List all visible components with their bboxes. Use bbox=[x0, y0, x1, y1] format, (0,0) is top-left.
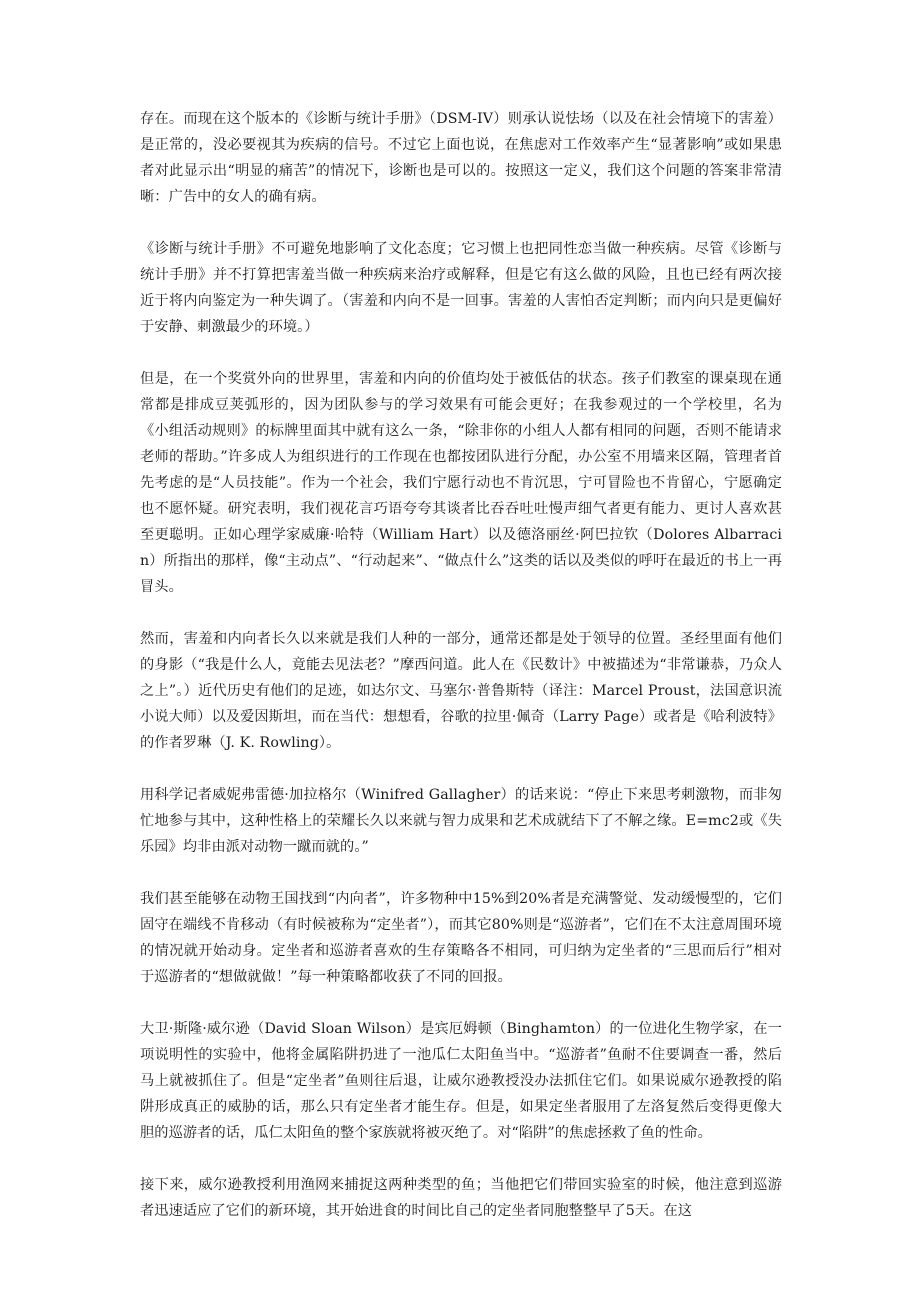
paragraph-7: 大卫·斯隆·威尔逊（David Sloan Wilson）是宾厄姆顿（Binghamton）的一位进化生物学家，在一项说明性的实验中，他将金属陷阱扔进了一池瓜仁太阳鱼当中。“巡游者”鱼耐不住要调查一番，然后马上就被抓住了。但是“定坐者”鱼则往后退，让威尔逊教授没办法抓住它们。如果说威尔逊教授的陷阱形成真正的威胁的话，那么只有定坐者才能生存。但是，如果定坐者服用了左洛复然后变得更像大胆的巡游者的话，瓜仁太阳鱼的整个家族就将被灭绝了。对“陷阱”的焦虑拯救了鱼的性命。 bbox=[140, 1021, 782, 1141]
paragraph-2: 《诊断与统计手册》不可避免地影响了文化态度；它习惯上也把同性恋当做一种疾病。尽管《诊断与统计手册》并不打算把害羞当做一种疾病来治疗或解释，但是它有这么做的风险，且也已经有两次接近于将内向鉴定为一种失调了。（害羞和内向不是一回事。害羞的人害怕否定判断；而内向只是更偏好于安静、刺激最少的环境。） bbox=[140, 241, 782, 335]
paragraph-5: 用科学记者威妮弗雷德·加拉格尔（Winifred Gallagher）的话来说：“停止下来思考刺激物，而非匆忙地参与其中，这种性格上的荣耀长久以来就与智力成果和艺术成就结下了不解之缘。E=mc2或《失乐园》均非由派对动物一蹴而就的。” bbox=[140, 787, 782, 855]
paragraph-4: 然而，害羞和内向者长久以来就是我们人种的一部分，通常还都是处于领导的位置。圣经里面有他们的身影（“我是什么人，竟能去见法老？”摩西问道。此人在《民数计》中被描述为“非常谦恭，乃众人之上”。）近代历史有他们的足迹，如达尔文、马塞尔·普鲁斯特（译注：Marcel Proust，法国意识流小说大师）以及爱因斯坦，而在当代：想想看，谷歌的拉里·佩奇（Larry Page）或者是《哈利波特》的作者罗琳（J. K. Rowling）。 bbox=[140, 631, 782, 751]
paragraph-6: 我们甚至能够在动物王国找到“内向者”，许多物种中15%到20%者是充满警觉、发动缓慢型的，它们固守在端线不肯移动（有时候被称为“定坐者”），而其它80%则是“巡游者”，它们在不太注意周围环境的情况就开始动身。定坐者和巡游者喜欢的生存策略各不相同，可归纳为定坐者的“三思而后行”相对于巡游者的“想做就做！”每一种策略都收获了不同的回报。 bbox=[140, 891, 782, 985]
paragraph-3: 但是，在一个奖赏外向的世界里，害羞和内向的价值均处于被低估的状态。孩子们教室的课桌现在通常都是排成豆荚弧形的，因为团队参与的学习效果有可能会更好；在我参观过的一个学校里，名为《小组活动规则》的标牌里面其中就有这么一条，“除非你的小组人人都有相同的问题，否则不能请求老师的帮助。”许多成人为组织进行的工作现在也都按团队进行分配，办公室不用墙来区隔，管理者首先考虑的是“人员技能”。作为一个社会，我们宁愿行动也不肯沉思，宁可冒险也不肯留心，宁愿确定也不愿怀疑。研究表明，我们视花言巧语夸夸其谈者比吞吞吐吐慢声细气者更有能力、更讨人喜欢甚至更聪明。正如心理学家威廉·哈特（William Hart）以及德洛丽丝·阿巴拉钦（Dolores Albarracin）所指出的那样，像“主动点”、“行动起来”、“做点什么”这类的话以及类似的呼吁在最近的书上一再冒头。 bbox=[140, 371, 782, 595]
paragraph-8: 接下来，威尔逊教授利用渔网来捕捉这两种类型的鱼；当他把它们带回实验室的时候，他注意到巡游者迅速适应了它们的新环境，其开始进食的时间比自己的定坐者同胞整整早了5天。在这 bbox=[140, 1177, 782, 1219]
paragraph-1: 存在。而现在这个版本的《诊断与统计手册》（DSM-IV）则承认说怯场（以及在社会情境下的害羞）是正常的，没必要视其为疾病的信号。不过它上面也说，在焦虑对工作效率产生“显著影响”或如果患者对此显示出“明显的痛苦”的情况下，诊断也是可以的。按照这一定义，我们这个问题的答案非常清晰：广告中的女人的确有病。 bbox=[140, 111, 782, 205]
document-body bbox=[140, 106, 782, 1250]
